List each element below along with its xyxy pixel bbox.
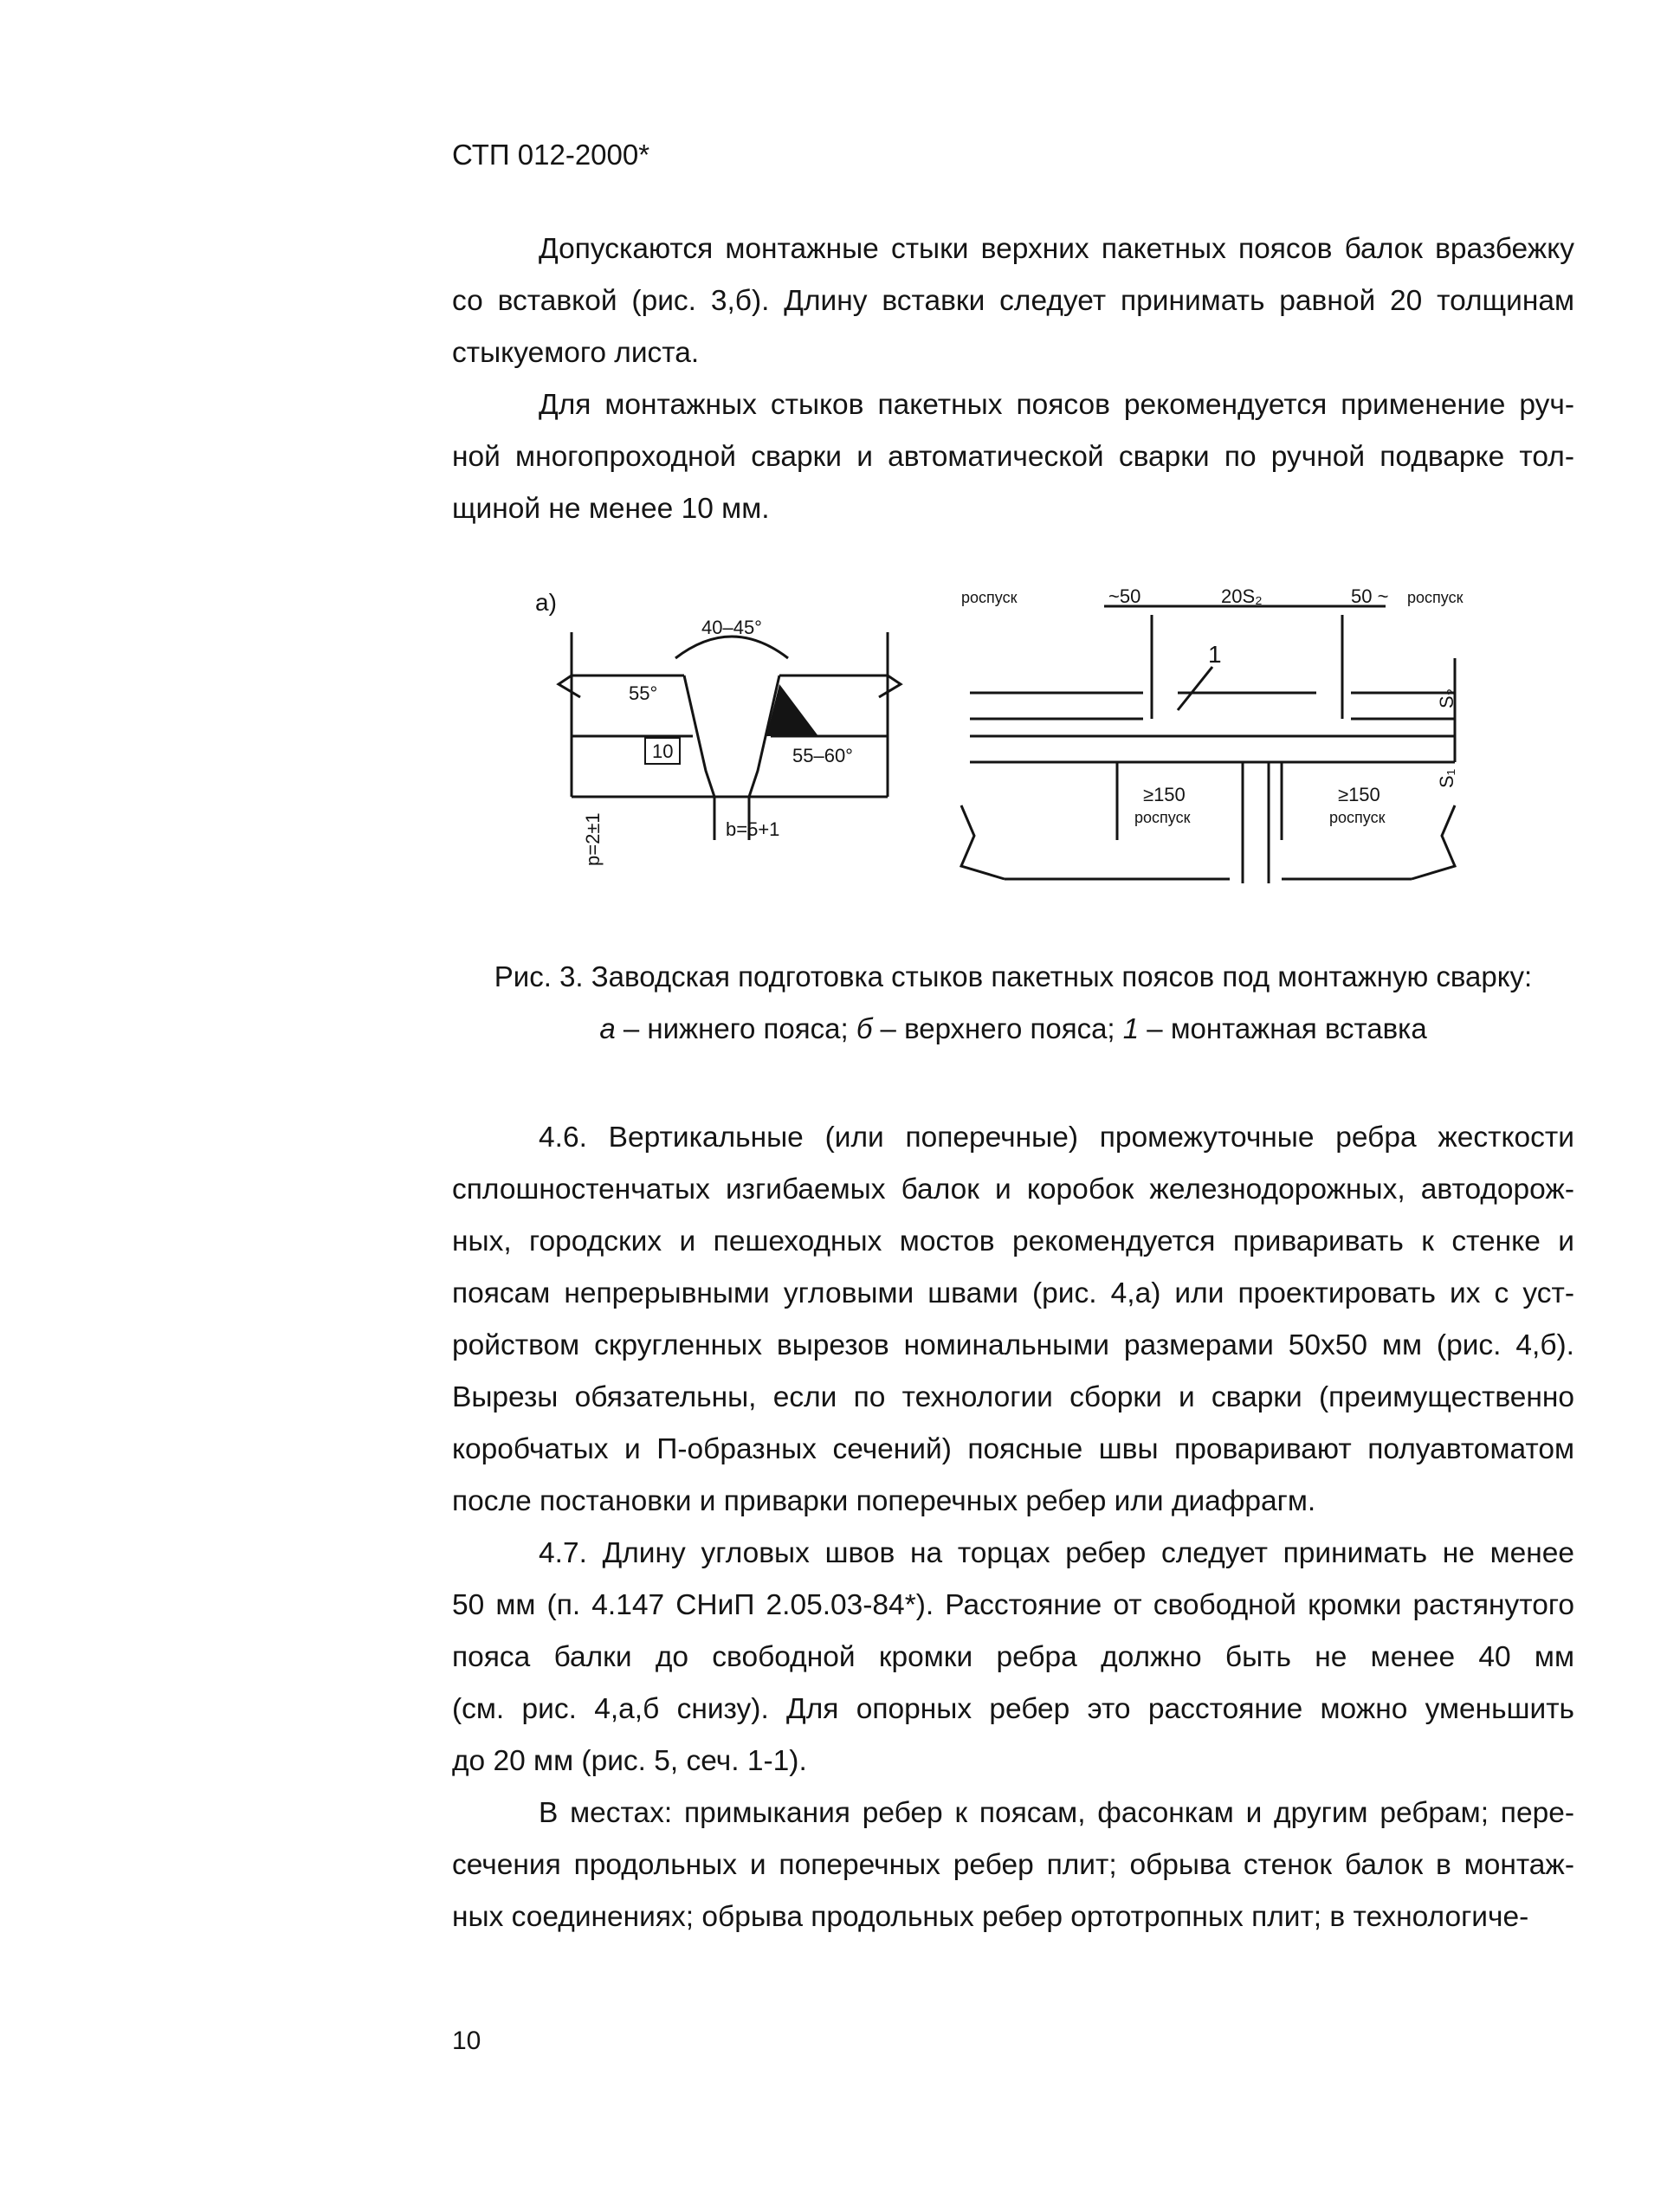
paragraph-line: поясам непрерывными угловыми швами (рис. 4,а) или проектировать их с уст- <box>452 1277 1574 1309</box>
caption-insert-label: 1 <box>1122 1012 1140 1044</box>
document-code: СТП 012-2000* <box>452 139 650 171</box>
paragraph-line: ных соединениях; обрыва продольных ребер ортотропных плит; в технологиче- <box>452 1901 1529 1933</box>
paragraph-4-7-weld-length <box>452 1528 1574 1787</box>
caption-a-text: – нижнего пояса; <box>615 1012 856 1044</box>
rospusk-label-right: роспуск <box>1407 589 1464 606</box>
dim-label-20s2: 20S₂ <box>1221 585 1263 607</box>
caption-b-label: б <box>856 1012 873 1044</box>
paragraph-line: пояса балки до свободной кромки ребра должно быть не менее 40 мм <box>452 1641 1574 1673</box>
paragraph-line: до 20 мм (рис. 5, сеч. 1-1). <box>452 1745 807 1777</box>
paragraph-line: щиной не менее 10 мм. <box>452 493 770 525</box>
rospusk-label-left: роспуск <box>961 589 1018 606</box>
paragraph-line: стыкуемого листа. <box>452 337 700 369</box>
figure-caption-line-1: Рис. 3. Заводская подготовка стыков пакетных поясов под монтажную сварку: <box>494 960 1533 992</box>
dim-label-50-left: ~50 <box>1108 585 1141 607</box>
paragraph-line: (см. рис. 4,а,б снизу). Для опорных ребер это расстояние можно уменьшить <box>452 1693 1574 1725</box>
angle-label-left: 55° <box>629 682 658 704</box>
paragraph-4-6-stiffeners <box>452 1112 1574 1528</box>
angle-label-right: 55–60° <box>792 745 853 766</box>
caption-insert-text: – монтажная вставка <box>1139 1012 1427 1044</box>
paragraph-line: после постановки и приварки поперечных ребер или диафрагм. <box>452 1485 1316 1517</box>
figure-panel-a-label: а) <box>535 589 557 616</box>
figure-3-joint-preparation <box>520 580 1472 944</box>
paragraph-line: Допускаются монтажные стыки верхних пакетных поясов балок вразбежку <box>539 233 1574 265</box>
paragraph-line: ных, городских и пешеходных мостов рекомендуется приваривать к стенке и <box>452 1225 1574 1257</box>
paragraph-line: сечения продольных и поперечных ребер плит; обрыва стенок балок в монтаж- <box>452 1849 1574 1881</box>
paragraph-welding-recommendation <box>452 379 1574 535</box>
page-number: 10 <box>452 2027 481 2055</box>
paragraph-line: Вырезы обязательны, если по технологии сборки и сварки (преимущественно <box>452 1381 1574 1413</box>
dim-label-150-left: ≥150 <box>1143 784 1186 805</box>
rospusk-label-150-left: роспуск <box>1134 809 1191 826</box>
paragraph-line: В местах: примыкания ребер к поясам, фасонкам и другим ребрам; пере- <box>539 1797 1574 1829</box>
caption-b-text: – верхнего пояса; <box>872 1012 1123 1044</box>
paragraph-line: ной многопроходной сварки и автоматической сварки по ручной подварке тол- <box>452 441 1574 473</box>
paragraph-line: Для монтажных стыков пакетных поясов рекомендуется применение руч- <box>539 389 1574 421</box>
paragraph-line: сплошностенчатых изгибаемых балок и коробок железнодорожных, автодорож- <box>452 1173 1574 1206</box>
paragraph-line: 50 мм (п. 4.147 СНиП 2.05.03-84*). Расстояние от свободной кромки растянутого <box>452 1589 1574 1621</box>
thickness-label-s1: S₁ <box>1436 768 1457 788</box>
gap-label-b: b=5+1 <box>726 818 780 840</box>
thickness-label-s2: S₂ <box>1436 688 1457 708</box>
paragraph-staggered-joints <box>452 223 1574 379</box>
paragraph-line: 4.6. Вертикальные (или поперечные) промежуточные ребра жесткости <box>539 1122 1574 1154</box>
paragraph-line: 4.7. Длину угловых швов на торцах ребер следует принимать не менее <box>539 1537 1574 1569</box>
angle-label-top: 40–45° <box>701 617 762 638</box>
paragraph-locations <box>452 1787 1574 1943</box>
dim-label-150-right: ≥150 <box>1338 784 1380 805</box>
rospusk-label-150-right: роспуск <box>1329 809 1386 826</box>
paragraph-line: коробчатых и П-образных сечений) поясные швы проваривают полуавтоматом <box>452 1433 1574 1465</box>
figure-caption-line-2 <box>452 1003 1574 1055</box>
dim-label-10: 10 <box>652 740 674 762</box>
weld-bead-mark <box>766 684 818 736</box>
callout-insert-number: 1 <box>1208 641 1222 668</box>
root-face-label-p: p=2±1 <box>582 812 604 866</box>
lower-chord-joint-drawing <box>559 632 901 840</box>
paragraph-line: со вставкой (рис. 3,б). Длину вставки следует принимать равной 20 толщинам <box>452 285 1574 317</box>
paragraph-line: ройством скругленных вырезов номинальными размерами 50х50 мм (рис. 4,б). <box>452 1329 1574 1361</box>
dim-label-50-right: 50 ~ <box>1351 585 1389 607</box>
caption-a-label: а <box>599 1012 616 1044</box>
